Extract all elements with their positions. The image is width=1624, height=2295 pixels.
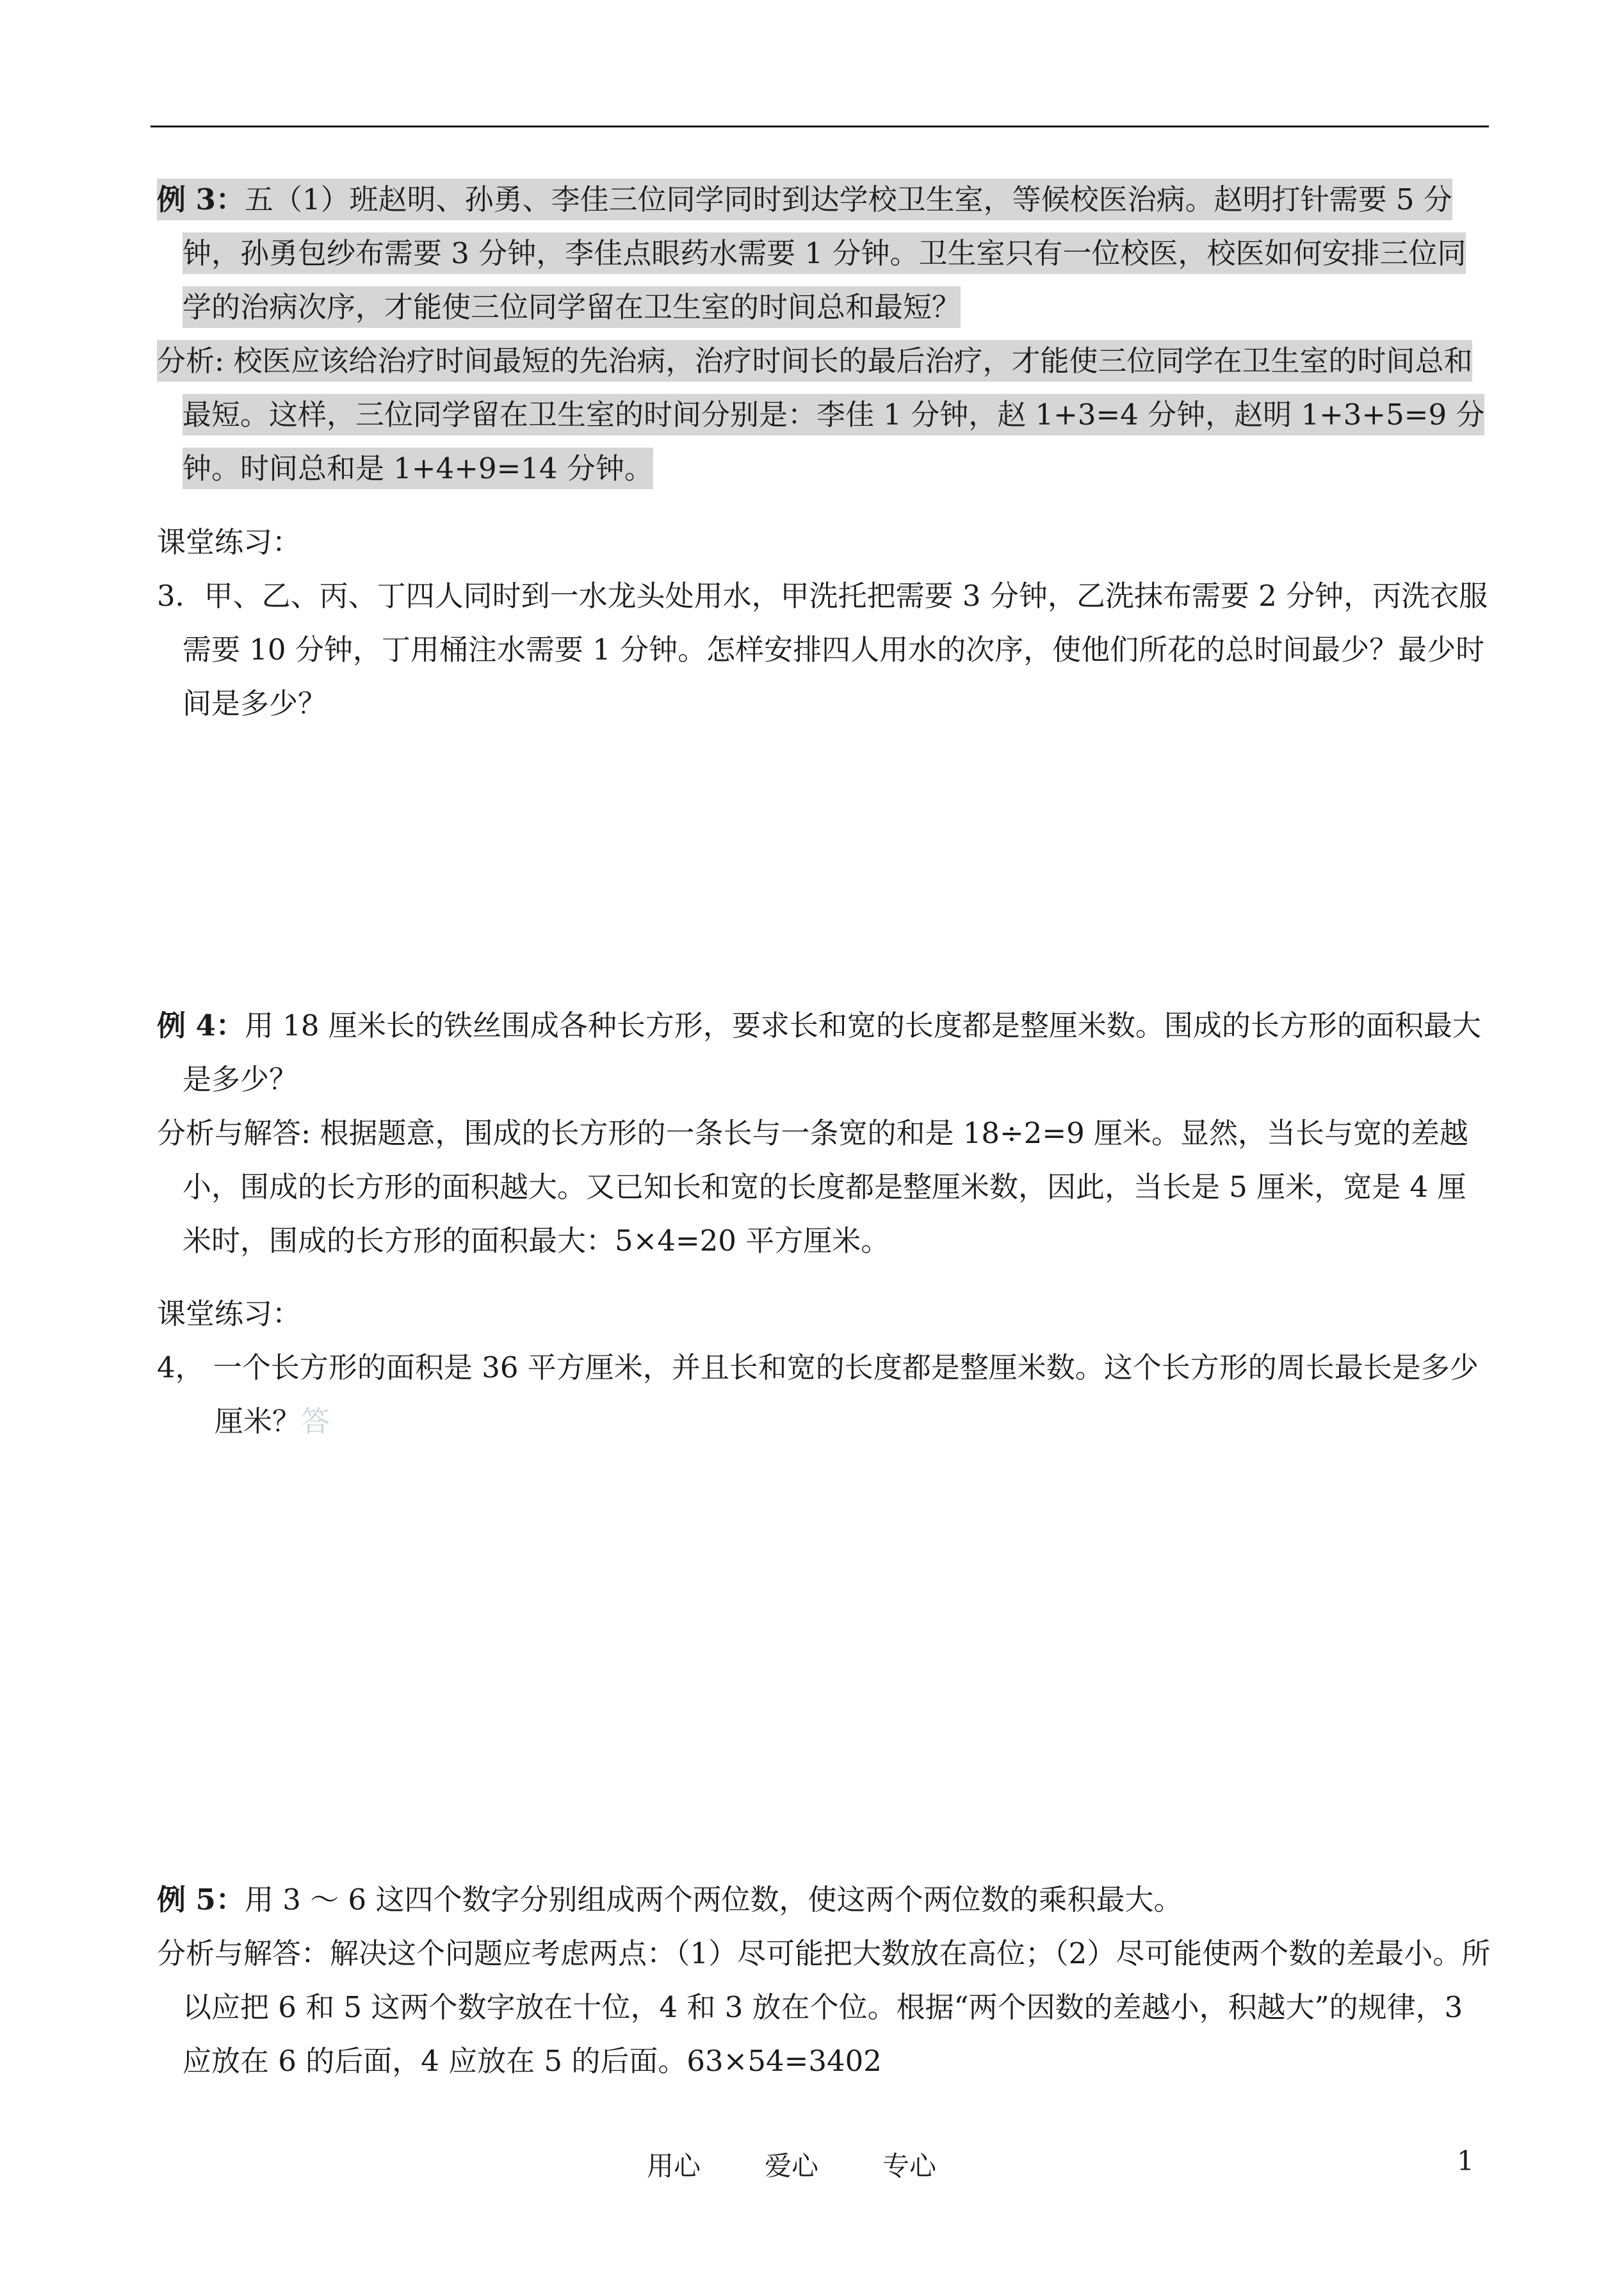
practice-3 [157,515,1492,731]
practice-4-question [157,1341,1492,1448]
page-number: 1 [1457,2145,1474,2177]
practice-4-heading: 课堂练习： [157,1297,302,1331]
example-4-problem-text: 用 18 厘米长的铁丝围成各种长方形，要求长和宽的长度都是整厘米数。围成的长方形的面积最大是多少？ [183,1009,1481,1096]
example-3-analysis [157,334,1492,496]
example-3-analysis-text: 分析: 校医应该给治疗时间最短的先治病，治疗时间长的最后治疗，才能使三位同学在卫生室的时间总和最短。这样，三位同学留在卫生室的时间分别是：李佳 1 分钟，赵 1+3=4 分钟，赵明 1+3+5=9 分钟。时间总和是 1+4+9=14 分钟。 [157,340,1484,489]
practice-3-question: 3．甲、乙、丙、丁四人同时到一水龙头处用水，甲洗托把需要 3 分钟，乙洗抹布需要 2 分钟，丙洗衣服需要 10 分钟，丁用桶注水需要 1 分钟。怎样安排四人用水的次序，使他们所花的总时间最少？最少时间是多少？ [157,579,1488,720]
footer-motto [647,2145,1000,2184]
practice-4-faint-char: 答 [301,1404,330,1438]
example-5-problem [157,1873,1492,1927]
example-5-problem-text: 用 3 ～ 6 这四个数字分别组成两个两位数，使这两个两位数的乘积最大。 [244,1883,1183,1917]
example-3-problem-text: 五（1）班赵明、孙勇、李佳三位同学同时到达学校卫生室，等候校医治病。赵明打针需要 5 分钟，孙勇包纱布需要 3 分钟，李佳点眼药水需要 1 分钟。卫生室只有一位校医，校医如何安排三位同学的治病次序，才能使三位同学留在卫生室的时间总和最短？ [183,182,1466,324]
footer-word: 爱心 [765,2150,819,2182]
example-4 [157,999,1492,1268]
example-4-analysis: 分析与解答: 根据题意，围成的长方形的一条长与一条宽的和是 18÷2=9 厘米。显然，当长与宽的差越小，围成的长方形的面积越大。又已知长和宽的长度都是整厘米数，因此，当长是 5 厘米，宽是 4 厘米时，围成的长方形的面积最大：5×4=20 平方厘米。 [157,1116,1469,1258]
example-3 [157,173,1492,496]
example-4-label: 例 4： [157,1009,245,1042]
example-3-label: 例 3： [157,182,245,216]
practice-4 [157,1287,1492,1448]
example-3-problem [157,173,1492,334]
practice-4-question-text: 4， 一个长方形的面积是 36 平方厘米，并且长和宽的长度都是整厘米数。这个长方形的周长最长是多少厘米？ [157,1350,1479,1438]
footer-word: 用心 [647,2150,701,2182]
practice-3-heading: 课堂练习： [157,525,302,559]
footer-word: 专心 [882,2150,937,2182]
example-5-analysis: 分析与解答：解决这个问题应考虑两点：（1）尽可能把大数放在高位；（2）尽可能使两个数的差最小。所以应把 6 和 5 这两个数字放在十位，4 和 3 放在个位。根据“两个因数的差越小，积越大”的规律，3 应放在 6 的后面，4 应放在 5 的后面。63×54=3402 [157,1936,1491,2078]
example-5-label: 例 5： [157,1883,245,1917]
example-4-problem [157,999,1492,1107]
header-rule [150,126,1489,127]
example-5 [157,1873,1492,2088]
